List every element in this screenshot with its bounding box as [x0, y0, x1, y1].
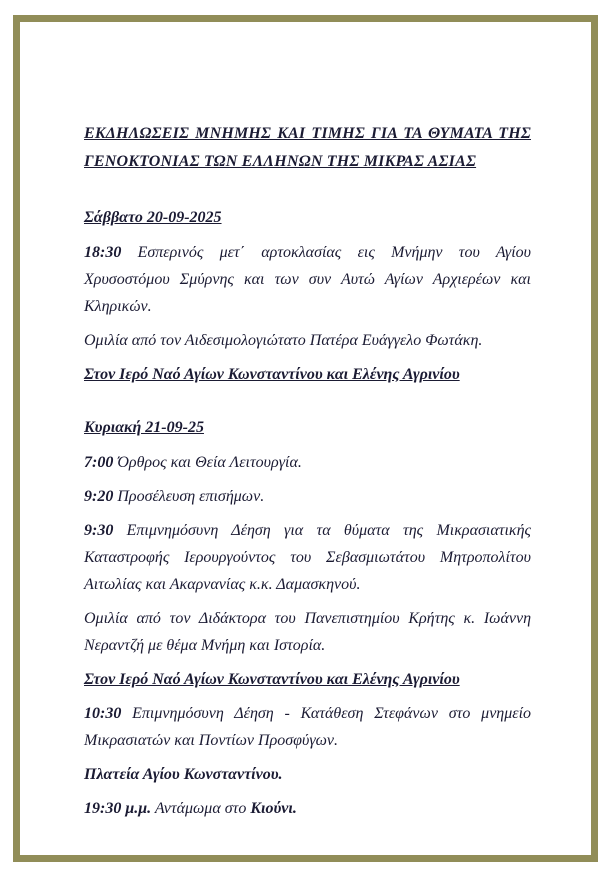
event-saturday-1830	[84, 239, 531, 320]
speech-line-saturday: Ομιλία από τον Αιδεσιμολογιώτατο Πατέρα Ευάγγελο Φωτάκη.	[84, 332, 483, 349]
section-heading-saturday: Σάββατο 20-09-2025	[84, 209, 222, 226]
speech-line-sunday: Ομιλία από τον Διδάκτορα του Πανεπιστημίου Κρήτης κ. Ιωάννη Νεραντζή με θέμα Μνήμη και Ιστορία.	[84, 610, 531, 654]
event-text: Προσέλευση επισήμων.	[117, 488, 265, 505]
event-time: 18:30	[84, 244, 122, 261]
event-time: 19:30 μ.μ.	[84, 800, 152, 817]
event-sunday-0920	[84, 483, 531, 510]
event-place: Κιούνι.	[250, 800, 297, 817]
place-line-plateia: Πλατεία Αγίου Κωνσταντίνου.	[84, 766, 283, 783]
document-title: ΕΚΔΗΛΩΣΕΙΣ ΜΝΗΜΗΣ ΚΑΙ ΤΙΜΗΣ ΓΙΑ ΤΑ ΘΥΜΑΤΑ ΤΗΣ ΓΕΝΟΚΤΟΝΙΑΣ ΤΩΝ ΕΛΛΗΝΩΝ ΤΗΣ ΜΙΚΡΑΣ ΑΣΙΑΣ	[84, 125, 531, 170]
event-time: 9:20	[84, 488, 114, 505]
event-time: 10:30	[84, 705, 122, 722]
event-text: Επιμνημόσυνη Δέηση για τα θύματα της Μικρασιατικής Καταστροφής Ιερουργούντος του Σεβασμιωτάτου Μητροπολίτου Αιτωλίας και Ακαρνανίας κ.κ. Δαμασκηνού.	[84, 522, 532, 593]
event-text: Αντάμωμα στο	[154, 800, 247, 817]
event-text: Επιμνημόσυνη Δέηση - Κατάθεση Στεφάνων στο μνημείο Μικρασιατών και Ποντίων Προσφύγων.	[84, 705, 532, 749]
venue-line-sunday: Στον Ιερό Ναό Αγίων Κωνσταντίνου και Ελένης Αγρινίου	[84, 671, 460, 688]
event-text: Όρθρος και Θεία Λειτουργία.	[117, 454, 302, 471]
announcement-document	[84, 120, 531, 829]
venue-line-saturday: Στον Ιερό Ναό Αγίων Κωνσταντίνου και Ελένης Αγρινίου	[84, 366, 460, 383]
event-time: 7:00	[84, 454, 114, 471]
event-text: Εσπερινός μετ΄ αρτοκλασίας εις Μνήμην του Αγίου Χρυσοστόμου Σμύρνης και των συν Αυτώ Αγίων Αρχιερέων και Κληρικών.	[84, 244, 531, 315]
event-time: 9:30	[84, 522, 114, 539]
event-sunday-1030	[84, 700, 531, 754]
event-sunday-0930	[84, 517, 531, 598]
event-sunday-0700	[84, 449, 531, 476]
section-heading-sunday: Κυριακή 21-09-25	[84, 419, 204, 436]
event-sunday-1930	[84, 795, 531, 822]
